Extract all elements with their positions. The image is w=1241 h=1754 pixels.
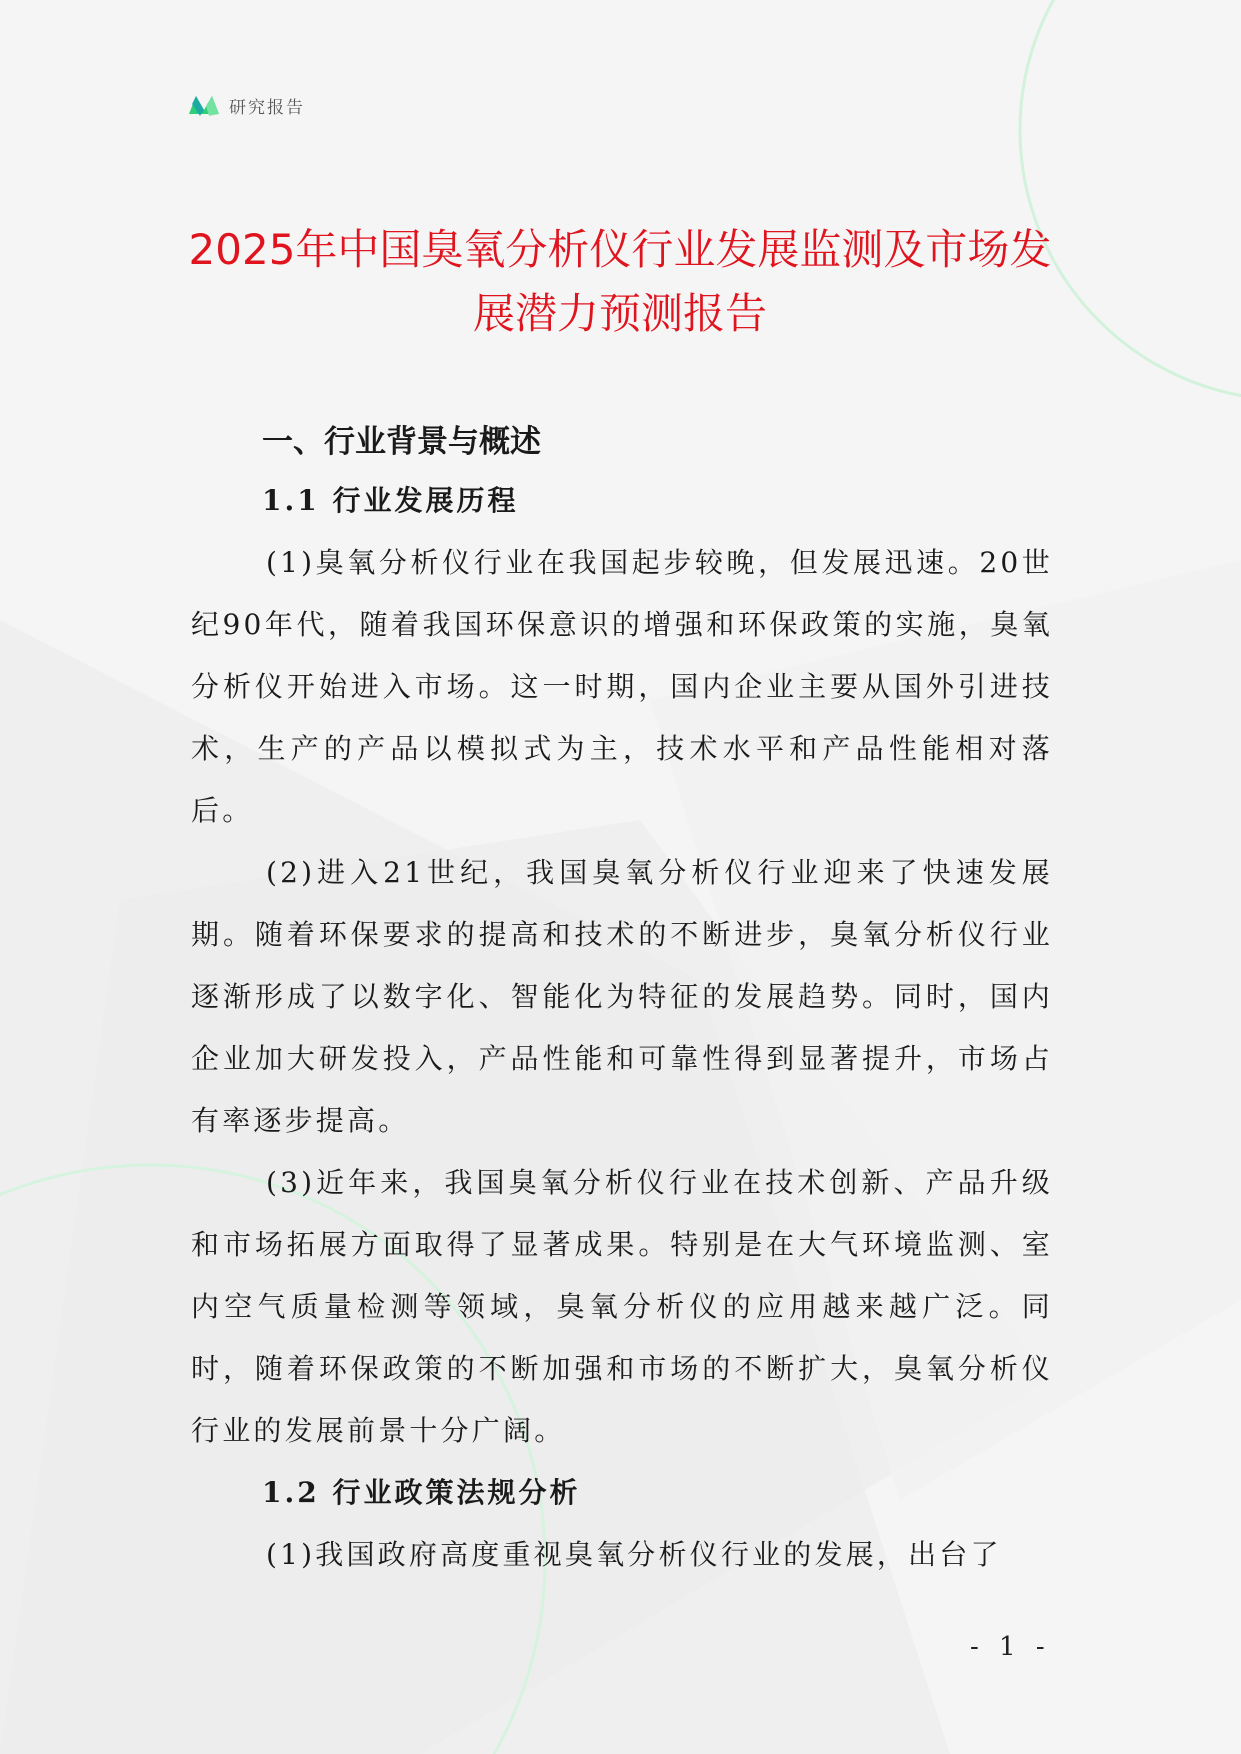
report-title: 2025年中国臭氧分析仪行业发展监测及市场发展潜力预测报告 <box>188 225 1052 338</box>
document-body <box>191 414 1053 1586</box>
paragraph-1-1-1: (1)臭氧分析仪行业在我国起步较晚，但发展迅速。20世纪90年代，随着我国环保意识的增强和环保政策的实施，臭氧分析仪开始进入市场。这一时期，国内企业主要从国外引进技术，生产的产品以模拟式为主，技术水平和产品性能相对落后。 <box>191 546 1053 827</box>
section-heading-1: 一、行业背景与概述 <box>262 424 541 460</box>
paragraph-1-1-2: (2)进入21世纪，我国臭氧分析仪行业迎来了快速发展期。随着环保要求的提高和技术的不断进步，臭氧分析仪行业逐渐形成了以数字化、智能化为特征的发展趋势。同时，国内企业加大研发投入，产品性能和可靠性得到显著提升，市场占有率逐步提高。 <box>191 856 1053 1137</box>
report-header <box>187 90 305 120</box>
logo-icon <box>187 90 221 120</box>
header-label: 研究报告 <box>229 97 305 118</box>
subsection-heading-1-1: 1.1 行业发展历程 <box>262 484 519 517</box>
page-number: - 1 - <box>970 1632 1051 1662</box>
paragraph-1-1-3: (3)近年来，我国臭氧分析仪行业在技术创新、产品升级和市场拓展方面取得了显著成果。特别是在大气环境监测、室内空气质量检测等领域，臭氧分析仪的应用越来越广泛。同时，随着环保政策的不断加强和市场的不断扩大，臭氧分析仪行业的发展前景十分广阔。 <box>191 1166 1053 1447</box>
subsection-heading-1-2: 1.2 行业政策法规分析 <box>262 1476 581 1509</box>
paragraph-1-2-1: (1)我国政府高度重视臭氧分析仪行业的发展，出台了 <box>266 1538 1002 1571</box>
